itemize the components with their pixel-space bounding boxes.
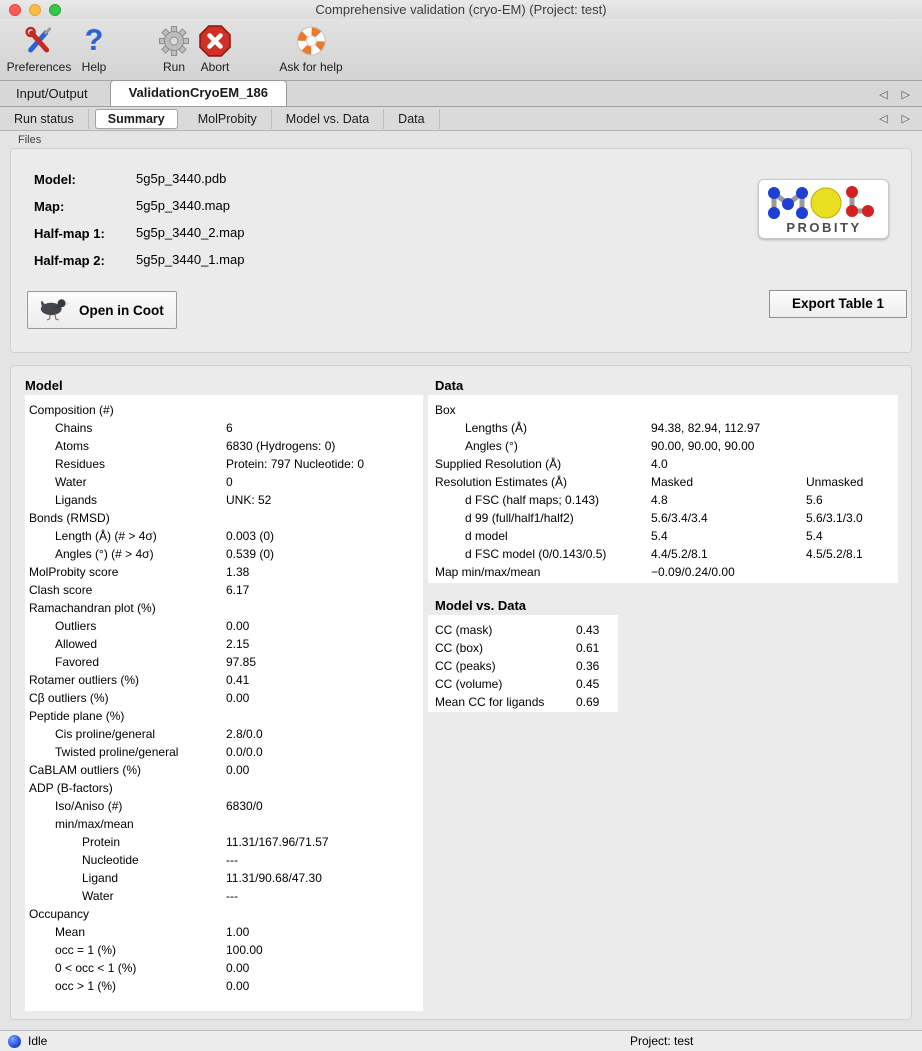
stat-value-masked: 4.0 bbox=[651, 457, 668, 471]
status-text: Idle bbox=[28, 1034, 48, 1048]
stat-value: 0.00 bbox=[226, 763, 250, 777]
stat-row bbox=[25, 617, 423, 635]
export-table-button[interactable]: Export Table 1 bbox=[769, 290, 907, 318]
stat-row bbox=[428, 401, 898, 419]
stat-value-masked: 4.4/5.2/8.1 bbox=[651, 547, 708, 561]
secondary-tab[interactable] bbox=[184, 109, 272, 129]
abort-button[interactable] bbox=[197, 22, 233, 74]
tab-nav-arrows bbox=[879, 112, 910, 125]
stat-row bbox=[25, 401, 423, 419]
toolbar-label: Ask for help bbox=[279, 60, 343, 74]
tab-label: Model vs. Data bbox=[285, 111, 370, 126]
stat-row bbox=[428, 563, 898, 581]
stat-row bbox=[25, 509, 423, 527]
stat-label: d FSC model (0/0.143/0.5) bbox=[465, 547, 607, 561]
stat-label: Resolution Estimates (Å) bbox=[435, 475, 568, 489]
stat-row bbox=[25, 905, 423, 923]
stat-value: 0.00 bbox=[226, 979, 250, 993]
stat-value: 97.85 bbox=[226, 655, 257, 669]
toolbar-label: Run bbox=[162, 60, 185, 74]
stat-value-unmasked: 5.4 bbox=[806, 529, 823, 543]
stat-row bbox=[428, 545, 898, 563]
stat-label: occ > 1 (%) bbox=[55, 979, 117, 993]
stat-row bbox=[428, 455, 898, 473]
stat-label: Length (Å) (# > 4σ) bbox=[55, 529, 157, 543]
file-value: 5g5p_3440.pdb bbox=[136, 171, 227, 186]
close-button[interactable] bbox=[9, 4, 21, 16]
stat-label: d 99 (full/half1/half2) bbox=[465, 511, 574, 525]
primary-tab[interactable] bbox=[110, 80, 287, 106]
open-in-coot-label: Open in Coot bbox=[79, 302, 164, 318]
summary-page bbox=[0, 131, 922, 1030]
stat-label: Ligands bbox=[55, 493, 98, 507]
stat-row bbox=[25, 473, 423, 491]
stat-value: 0.539 (0) bbox=[226, 547, 275, 561]
stat-value: 2.8/0.0 bbox=[226, 727, 263, 741]
stat-value-masked: 4.8 bbox=[651, 493, 668, 507]
help-button[interactable] bbox=[76, 22, 112, 74]
secondary-tab[interactable] bbox=[272, 109, 384, 129]
stat-row bbox=[25, 635, 423, 653]
files-group-label: Files bbox=[18, 134, 42, 146]
stat-label: Twisted proline/general bbox=[55, 745, 179, 759]
files-groupbox bbox=[10, 148, 912, 353]
stat-value: 6830 (Hydrogens: 0) bbox=[226, 439, 336, 453]
coot-bird-icon bbox=[38, 295, 72, 326]
tab-label: Data bbox=[398, 111, 425, 126]
molprobity-logo-text: PROBITY bbox=[785, 220, 862, 235]
stat-value: 1.00 bbox=[226, 925, 250, 939]
stat-label: Allowed bbox=[55, 637, 98, 651]
stat-row bbox=[25, 815, 423, 833]
stat-row bbox=[25, 743, 423, 761]
stat-row bbox=[25, 797, 423, 815]
stat-value: --- bbox=[226, 853, 238, 867]
stat-label: 0 < occ < 1 (%) bbox=[55, 961, 137, 975]
stat-label: min/max/mean bbox=[55, 817, 134, 831]
data-section-title: Data bbox=[435, 378, 464, 393]
stat-value-unmasked: 5.6 bbox=[806, 493, 823, 507]
stat-row bbox=[25, 707, 423, 725]
stat-label: Rotamer outliers (%) bbox=[29, 673, 140, 687]
stat-label: Nucleotide bbox=[82, 853, 139, 867]
stat-row bbox=[25, 563, 423, 581]
stat-row bbox=[428, 419, 898, 437]
window-title: Comprehensive validation (cryo-EM) (Project: test) bbox=[315, 2, 607, 17]
stat-label: CC (box) bbox=[435, 641, 484, 655]
titlebar bbox=[0, 0, 922, 19]
stat-value-unmasked: 4.5/5.2/8.1 bbox=[806, 547, 863, 561]
toolbar-label: Help bbox=[81, 60, 107, 74]
stat-label: Ramachandran plot (%) bbox=[29, 601, 156, 615]
model-vs-data-panel bbox=[428, 615, 618, 712]
stat-row bbox=[25, 689, 423, 707]
tab-nav-arrows bbox=[879, 88, 910, 101]
stat-value: 6.17 bbox=[226, 583, 250, 597]
model-panel bbox=[25, 395, 423, 1011]
secondary-tabs bbox=[0, 109, 440, 129]
molprobity-logo bbox=[758, 179, 889, 239]
stat-row bbox=[428, 693, 618, 711]
stat-label: Cis proline/general bbox=[55, 727, 156, 741]
toolbar-label: Preferences bbox=[6, 60, 72, 74]
stat-label: Angles (°) bbox=[465, 439, 518, 453]
file-label: Map: bbox=[34, 199, 65, 214]
stat-row bbox=[25, 455, 423, 473]
gear-icon bbox=[156, 22, 192, 60]
stat-label: CaBLAM outliers (%) bbox=[29, 763, 142, 777]
stat-label: d FSC (half maps; 0.143) bbox=[465, 493, 600, 507]
stat-label: Water bbox=[55, 475, 87, 489]
stat-label: Clash score bbox=[29, 583, 93, 597]
stat-value-unmasked: Unmasked bbox=[806, 475, 864, 489]
stat-label: ADP (B-factors) bbox=[29, 781, 113, 795]
stat-value: 11.31/90.68/47.30 bbox=[226, 871, 322, 885]
stat-row bbox=[428, 437, 898, 455]
stat-value: 0.61 bbox=[576, 641, 600, 655]
stat-row bbox=[25, 671, 423, 689]
stat-label: Angles (°) (# > 4σ) bbox=[55, 547, 154, 561]
stat-label: Cβ outliers (%) bbox=[29, 691, 109, 705]
stat-row bbox=[428, 527, 898, 545]
stat-row bbox=[25, 977, 423, 995]
stat-label: Map min/max/mean bbox=[435, 565, 541, 579]
stat-value: Protein: 797 Nucleotide: 0 bbox=[226, 457, 365, 471]
stat-value-masked: 5.6/3.4/3.4 bbox=[651, 511, 708, 525]
run-button[interactable] bbox=[156, 22, 192, 74]
stat-label: Atoms bbox=[55, 439, 90, 453]
file-value: 5g5p_3440.map bbox=[136, 198, 230, 213]
stat-row bbox=[25, 833, 423, 851]
stat-row bbox=[25, 959, 423, 977]
stat-label: Peptide plane (%) bbox=[29, 709, 125, 723]
stat-row bbox=[25, 437, 423, 455]
stat-label: CC (peaks) bbox=[435, 659, 496, 673]
tab-label: MolProbity bbox=[197, 111, 257, 126]
primary-tabbar bbox=[0, 81, 922, 107]
stat-row bbox=[25, 653, 423, 671]
stat-value: 0.43 bbox=[576, 623, 600, 637]
stat-label: MolProbity score bbox=[29, 565, 119, 579]
stat-row bbox=[25, 725, 423, 743]
stat-value: 0 bbox=[226, 475, 233, 489]
stat-row bbox=[25, 527, 423, 545]
secondary-tab[interactable] bbox=[0, 109, 89, 129]
zoom-button[interactable] bbox=[49, 4, 61, 16]
file-label: Model: bbox=[34, 172, 76, 187]
stat-label: Composition (#) bbox=[29, 403, 114, 417]
stat-value: 0.41 bbox=[226, 673, 250, 687]
stat-label: Residues bbox=[55, 457, 106, 471]
stat-value-masked: 94.38, 82.94, 112.97 bbox=[651, 421, 761, 435]
stat-row bbox=[428, 473, 898, 491]
tab-label: Run status bbox=[14, 111, 74, 126]
preferences-button[interactable] bbox=[7, 22, 72, 74]
stat-row bbox=[25, 851, 423, 869]
tab-label: Summary bbox=[107, 111, 165, 126]
primary-tab[interactable] bbox=[0, 81, 104, 106]
stat-value: 0.69 bbox=[576, 695, 600, 709]
lifebuoy-icon bbox=[293, 22, 329, 60]
stat-label: Mean bbox=[55, 925, 86, 939]
stat-row bbox=[428, 657, 618, 675]
stat-value: 1.38 bbox=[226, 565, 250, 579]
stat-row bbox=[25, 599, 423, 617]
stat-label: Iso/Aniso (#) bbox=[55, 799, 123, 813]
stat-value-masked: Masked bbox=[651, 475, 694, 489]
open-in-coot-button[interactable] bbox=[27, 291, 177, 329]
stat-value: UNK: 52 bbox=[226, 493, 272, 507]
tab-label: ValidationCryoEM_186 bbox=[128, 85, 269, 100]
stat-row bbox=[25, 581, 423, 599]
stat-label: Lengths (Å) bbox=[465, 421, 528, 435]
stat-value: 0.36 bbox=[576, 659, 600, 673]
stat-value: 6 bbox=[226, 421, 233, 435]
stat-value: 0.0/0.0 bbox=[226, 745, 263, 759]
stat-value: 11.31/167.96/71.57 bbox=[226, 835, 329, 849]
file-row bbox=[34, 252, 911, 268]
stat-value: 6830/0 bbox=[226, 799, 263, 813]
stat-label: Supplied Resolution (Å) bbox=[435, 457, 562, 471]
stat-row bbox=[428, 675, 618, 693]
stat-value-masked: 5.4 bbox=[651, 529, 668, 543]
stat-label: occ = 1 (%) bbox=[55, 943, 117, 957]
tools-icon bbox=[21, 22, 57, 60]
stat-label: Bonds (RMSD) bbox=[29, 511, 110, 525]
tab-nav-back-icon[interactable]: ◁ bbox=[879, 89, 888, 101]
stat-label: Water bbox=[82, 889, 114, 903]
stat-label: d model bbox=[465, 529, 508, 543]
question-mark-icon: ? bbox=[84, 24, 104, 57]
stat-row bbox=[25, 545, 423, 563]
status-project: Project: test bbox=[630, 1034, 694, 1048]
stat-label: Favored bbox=[55, 655, 100, 669]
secondary-tab[interactable] bbox=[95, 109, 178, 129]
stat-label: Protein bbox=[82, 835, 121, 849]
stat-label: CC (mask) bbox=[435, 623, 493, 637]
stat-label: Outliers bbox=[55, 619, 97, 633]
tab-label: Input/Output bbox=[16, 86, 88, 101]
stat-row bbox=[25, 887, 423, 905]
tab-nav-forward-icon[interactable]: ▷ bbox=[901, 89, 910, 101]
stat-row bbox=[428, 509, 898, 527]
tab-nav-back-icon[interactable]: ◁ bbox=[879, 113, 888, 125]
stat-row bbox=[25, 419, 423, 437]
status-indicator-icon bbox=[8, 1035, 21, 1048]
stat-label: Ligand bbox=[82, 871, 119, 885]
stat-value: 0.003 (0) bbox=[226, 529, 275, 543]
stat-row bbox=[25, 923, 423, 941]
stat-row bbox=[25, 941, 423, 959]
stat-row bbox=[25, 491, 423, 509]
stat-value: 0.00 bbox=[226, 961, 250, 975]
file-label: Half-map 1: bbox=[34, 226, 105, 241]
statusbar bbox=[0, 1030, 922, 1051]
stat-value-unmasked: 5.6/3.1/3.0 bbox=[806, 511, 863, 525]
primary-tabs bbox=[0, 80, 287, 106]
stat-value: --- bbox=[226, 889, 238, 903]
file-value: 5g5p_3440_1.map bbox=[136, 252, 245, 267]
minimize-button[interactable] bbox=[29, 4, 41, 16]
stat-label: Occupancy bbox=[29, 907, 90, 921]
stat-label: Box bbox=[435, 403, 456, 417]
secondary-tab[interactable] bbox=[384, 109, 439, 129]
toolbar-label: Abort bbox=[200, 60, 230, 74]
stat-row bbox=[25, 869, 423, 887]
file-label: Half-map 2: bbox=[34, 253, 105, 268]
stat-row bbox=[25, 761, 423, 779]
secondary-tabbar bbox=[0, 107, 922, 131]
tab-nav-forward-icon[interactable]: ▷ bbox=[901, 113, 910, 125]
file-value: 5g5p_3440_2.map bbox=[136, 225, 245, 240]
stat-value: 0.00 bbox=[226, 619, 250, 633]
stat-label: Mean CC for ligands bbox=[435, 695, 545, 709]
stat-value-masked: −0.09/0.24/0.00 bbox=[651, 565, 735, 579]
stat-row bbox=[25, 779, 423, 797]
model-vs-data-section-title: Model vs. Data bbox=[435, 598, 527, 613]
stop-x-icon bbox=[197, 22, 233, 60]
stat-row bbox=[428, 639, 618, 657]
ask-for-help-button[interactable] bbox=[279, 22, 342, 74]
summary-groupbox bbox=[10, 365, 912, 1020]
stat-label: Chains bbox=[55, 421, 93, 435]
stat-label: CC (volume) bbox=[435, 677, 503, 691]
stat-row bbox=[428, 621, 618, 639]
stat-value: 2.15 bbox=[226, 637, 250, 651]
model-section-title: Model bbox=[25, 378, 63, 393]
stat-value: 100.00 bbox=[226, 943, 263, 957]
stat-value: 0.45 bbox=[576, 677, 600, 691]
toolbar bbox=[0, 19, 922, 81]
stat-value: 0.00 bbox=[226, 691, 250, 705]
stat-value-masked: 90.00, 90.00, 90.00 bbox=[651, 439, 755, 453]
stat-row bbox=[428, 491, 898, 509]
data-panel bbox=[428, 395, 898, 583]
